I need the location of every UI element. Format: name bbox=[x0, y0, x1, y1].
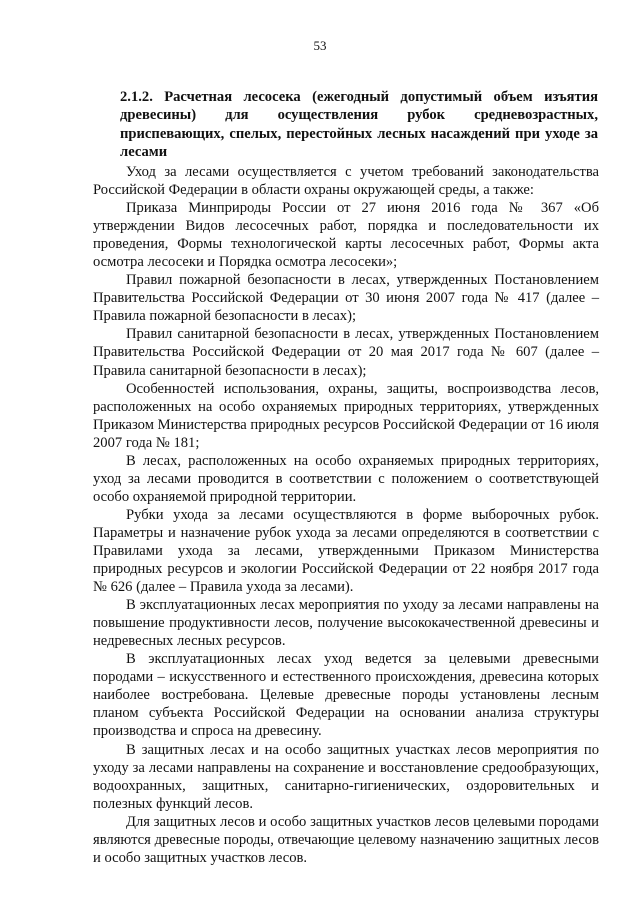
paragraph: В лесах, расположенных на особо охраняемых природных территориях, уход за лесами проводится в соответствии с положением о соответствующей особо охраняемой природной территории. bbox=[93, 452, 599, 505]
paragraph: Приказа Минприроды России от 27 июня 2016 года № 367 «Об утверждении Видов лесосечных работ, порядка и последовательности их проведения, Формы технологической карты лесосечных работ, Формы акта осмотра лесосеки и Порядка осмотра лесосеки»; bbox=[93, 200, 599, 271]
paragraph: Уход за лесами осуществляется с учетом требований законодательства Российской Федерации в области охраны окружающей среды, а также: bbox=[93, 164, 599, 199]
paragraph: Для защитных лесов и особо защитных участков лесов целевыми породами являются древесные породы, отвечающие целевому назначению защитных лесов и особо защитных участков лесов. bbox=[93, 813, 599, 866]
paragraph: Правил пожарной безопасности в лесах, утвержденных Постановлением Правительства Российской Федерации от 30 июня 2007 года № 417 (далее – Правила пожарной безопасности в лесах); bbox=[93, 272, 599, 325]
paragraph: Рубки ухода за лесами осуществляются в форме выборочных рубок. Параметры и назначение рубок ухода за лесами определяются в соответствии с Правилами ухода за лесами, утвержденными Приказом Министерства природных ресурсов и экологии Российской Федерации от 22 ноября 2017 года № 626 (далее – Правила ухода за лесами). bbox=[93, 506, 599, 596]
section-heading: 2.1.2. Расчетная лесосека (ежегодный допустимый объем изъятия древесины) для осуществления рубок средневозрастных, приспевающих, спелых, перестойных лесных насаждений при уходе за лесами bbox=[120, 89, 598, 160]
paragraph: Особенностей использования, охраны, защиты, воспроизводства лесов, расположенных на особо охраняемых природных территориях, утвержденных Приказом Министерства природных ресурсов Российской Федерации от 16 июля 2007 года № 181; bbox=[93, 380, 599, 451]
paragraph: В защитных лесах и на особо защитных участках лесов мероприятия по уходу за лесами направлены на сохранение и восстановление средообразующих, водоохранных, защитных, санитарно-гигиенических, оздоровительных и полезных функций лесов. bbox=[93, 741, 599, 812]
page-number: 53 bbox=[313, 38, 327, 53]
paragraph: В эксплуатационных лесах уход ведется за целевыми древесными породами – искусственного и естественного происхождения, древесина которых наиболее востребована. Целевые древесные породы установлены лесным планом субъекта Российской Федерации на основании анализа структуры производства и спроса на древесину. bbox=[93, 651, 599, 740]
paragraph: Правил санитарной безопасности в лесах, утвержденных Постановлением Правительства Российской Федерации от 20 мая 2017 года № 607 (далее – Правила санитарной безопасности в лесах); bbox=[93, 326, 599, 379]
paragraph: В эксплуатационных лесах мероприятия по уходу за лесами направлены на повышение продуктивности лесов, получение высококачественной древесины и недревесных лесных ресурсов. bbox=[93, 597, 599, 650]
body-text bbox=[93, 163, 599, 867]
